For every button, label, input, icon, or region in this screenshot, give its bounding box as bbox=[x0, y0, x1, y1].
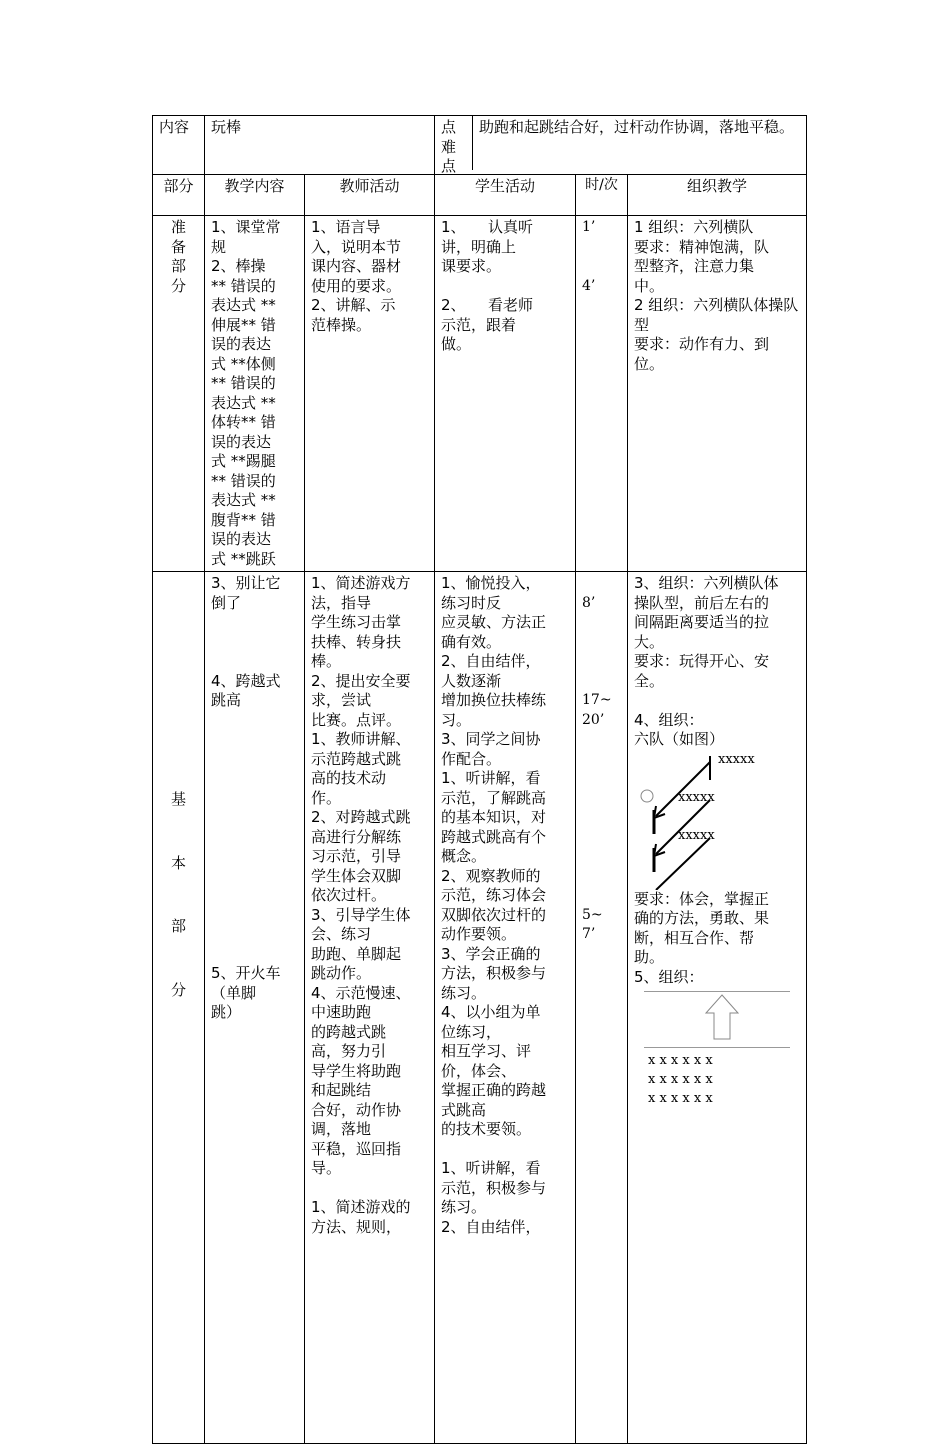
prep-student-line bbox=[441, 277, 569, 297]
basic-student-line: 作配合。 bbox=[441, 749, 502, 768]
prep-content-line: 表达式 ** bbox=[211, 393, 276, 412]
basic-time-line: 20’ bbox=[582, 711, 605, 728]
key-points-label bbox=[435, 116, 473, 175]
basic-teacher-line: 跳动作。 bbox=[311, 964, 372, 982]
basic-teacher-line: 的跨越式跳 bbox=[311, 1022, 387, 1041]
basic-org-line: 助。 bbox=[634, 948, 665, 966]
basic-content-line: 跳） bbox=[211, 1003, 242, 1021]
basic-student-line bbox=[441, 1140, 569, 1160]
basic-teacher-line: 方法、规则， bbox=[311, 1217, 402, 1236]
basic-org-line: 要求：体会，掌握正 bbox=[634, 889, 770, 908]
basic-content-line: 跳高 bbox=[211, 691, 242, 709]
col-content: 教学内容 bbox=[205, 175, 305, 216]
basic-content-line bbox=[211, 789, 298, 809]
basic-student-line: 2、观察教师的 bbox=[441, 866, 541, 885]
basic-content-line: 倒了 bbox=[211, 593, 242, 612]
formation-diagram bbox=[634, 750, 800, 890]
basic-student-line: 习。 bbox=[441, 710, 472, 729]
basic-org-line: 大。 bbox=[634, 632, 665, 651]
basic-teacher-line: 助跑、单脚起 bbox=[311, 944, 402, 963]
basic-time bbox=[576, 572, 628, 1444]
prep-teacher-line: 范棒操。 bbox=[311, 315, 372, 334]
basic-teacher-line: 高，努力引 bbox=[311, 1042, 387, 1060]
basic-content-line bbox=[211, 828, 298, 848]
basic-section-char: 基 bbox=[170, 790, 186, 808]
key-points-label-char: 点 bbox=[441, 157, 457, 175]
basic-teacher-line: 平稳，巡回指 bbox=[311, 1139, 402, 1158]
basic-teacher-line: 4、示范慢速、 bbox=[311, 983, 411, 1002]
basic-teacher-line: 作。 bbox=[311, 788, 342, 807]
basic-time-line bbox=[582, 730, 621, 750]
prep-content-line: 规 bbox=[211, 237, 227, 256]
basic-section-char: 本 bbox=[170, 853, 186, 872]
basic-content-line bbox=[211, 730, 298, 750]
basic-teacher-line bbox=[311, 1179, 428, 1199]
basic-student-line: 跨越式跳高有个 bbox=[441, 827, 547, 846]
prep-student-line: 示范，跟着 bbox=[441, 315, 517, 334]
basic-teacher-line: 2、对跨越式跳 bbox=[311, 808, 411, 826]
formation-arrows bbox=[634, 750, 804, 890]
basic-student-line: 人数逐渐 bbox=[441, 671, 502, 690]
column-header-row bbox=[153, 175, 807, 216]
prep-time bbox=[576, 216, 628, 572]
prep-content-line: 表达式 ** bbox=[211, 491, 276, 509]
train-line-bottom bbox=[644, 1047, 790, 1048]
prep-section-row bbox=[153, 216, 807, 572]
basic-content bbox=[205, 572, 305, 1444]
basic-organization bbox=[628, 572, 807, 1444]
prep-time-line: 4’ bbox=[582, 277, 596, 294]
basic-student-line: 示范，积极参与 bbox=[441, 1178, 547, 1197]
basic-content-line bbox=[211, 808, 298, 828]
basic-content-line: 5、开火车 bbox=[211, 964, 281, 982]
basic-student-line: 式跳高 bbox=[441, 1100, 487, 1119]
prep-content-line: 式 **踢腿 bbox=[211, 452, 276, 470]
lesson-plan-table bbox=[152, 115, 807, 1444]
basic-student-line: 练习。 bbox=[441, 1198, 487, 1216]
basic-content-line: （单脚 bbox=[211, 983, 257, 1002]
basic-teacher-line: 高进行分解练 bbox=[311, 827, 402, 846]
basic-time-line bbox=[582, 613, 621, 633]
basic-teacher-line: 和起跳结 bbox=[311, 1081, 372, 1099]
train-row: x x x x x x bbox=[648, 1091, 713, 1106]
basic-student-line: 位练习， bbox=[441, 1022, 502, 1041]
basic-time-line bbox=[582, 574, 621, 594]
train-rows bbox=[648, 1051, 713, 1108]
prep-student bbox=[435, 216, 576, 572]
basic-content-line bbox=[211, 886, 298, 906]
basic-content-line bbox=[211, 652, 298, 672]
basic-teacher-line: 会、练习 bbox=[311, 925, 372, 943]
prep-section-char: 分 bbox=[170, 276, 186, 295]
basic-teacher-line: 调，落地 bbox=[311, 1120, 372, 1138]
train-row: x x x x x x bbox=[648, 1053, 713, 1068]
basic-content-line bbox=[211, 633, 298, 653]
basic-teacher-line: 1、简述游戏方 bbox=[311, 574, 411, 592]
basic-content-line bbox=[211, 906, 298, 926]
prep-student-line: 做。 bbox=[441, 335, 472, 353]
prep-section-char: 备 bbox=[170, 237, 186, 256]
basic-time-line bbox=[582, 652, 621, 672]
prep-student-line: 1、 认真听 bbox=[441, 218, 534, 236]
prep-content-line: 误的表达 bbox=[211, 335, 272, 353]
prep-content-line: 体转** 错 bbox=[211, 413, 276, 431]
basic-content-line bbox=[211, 711, 298, 731]
basic-student-line: 双脚依次过杆的 bbox=[441, 905, 547, 924]
prep-teacher-line: 入，说明本节 bbox=[311, 237, 402, 256]
basic-student-line: 确有效。 bbox=[441, 632, 502, 651]
prep-teacher-line: 2、讲解、示 bbox=[311, 296, 396, 314]
formation-row-3: xxxxx bbox=[678, 827, 715, 843]
basic-content-line bbox=[211, 613, 298, 633]
basic-teacher bbox=[305, 572, 435, 1444]
basic-teacher-line: 1、教师讲解、 bbox=[311, 730, 411, 748]
train-diagram bbox=[634, 987, 800, 1107]
prep-content-line: ** 错误的 bbox=[211, 471, 276, 490]
basic-org-line: 要求：玩得开心、安 bbox=[634, 652, 770, 670]
basic-student-line: 价，体会、 bbox=[441, 1061, 517, 1080]
header-row bbox=[153, 116, 807, 175]
prep-section-char: 准 bbox=[170, 218, 186, 236]
prep-org-line: 要求：精神饱满，队 bbox=[634, 237, 770, 256]
basic-teacher-line: 学生体会双脚 bbox=[311, 866, 402, 885]
basic-student-line: 练习时反 bbox=[441, 593, 502, 612]
basic-content-line: 4、跨越式 bbox=[211, 671, 281, 690]
basic-teacher-line: 习示范，引导 bbox=[311, 847, 402, 865]
basic-student-line: 2、自由结伴， bbox=[441, 652, 541, 670]
basic-org-line: 操队型，前后左右的 bbox=[634, 593, 770, 612]
basic-time-line bbox=[582, 808, 621, 828]
key-points-value: 助跑和起跳结合好，过杆动作协调，落地平稳。 bbox=[479, 118, 795, 136]
basic-teacher-line: 学生练习击掌 bbox=[311, 613, 402, 631]
col-time: 时/次 bbox=[576, 175, 628, 216]
basic-content-line: 3、别让它 bbox=[211, 574, 281, 592]
prep-time-line bbox=[582, 238, 621, 258]
basic-org-line: 3、组织：六列横队体 bbox=[634, 574, 779, 592]
basic-content-line bbox=[211, 925, 298, 945]
prep-content-line: ** 错误的 bbox=[211, 374, 276, 392]
basic-student-line: 1、愉悦投入， bbox=[441, 574, 541, 592]
basic-teacher-line: 示范跨越式跳 bbox=[311, 749, 402, 768]
prep-content-line: 1、课堂常 bbox=[211, 218, 281, 236]
basic-content-line bbox=[211, 750, 298, 770]
basic-org-line: 六队（如图） bbox=[634, 730, 725, 748]
basic-student-line: 1、听讲解，看 bbox=[441, 769, 541, 787]
prep-org-line: 位。 bbox=[634, 354, 665, 373]
basic-teacher-line: 3、引导学生体 bbox=[311, 905, 411, 924]
key-points-label-char: 难 bbox=[441, 137, 457, 156]
basic-content-line bbox=[211, 945, 298, 965]
basic-content-line bbox=[211, 847, 298, 867]
basic-org-line: 间隔距离要适当的拉 bbox=[634, 613, 770, 631]
basic-student-line: 方法，积极参与 bbox=[441, 964, 547, 982]
formation-row-1: xxxxx bbox=[718, 751, 755, 767]
basic-time-line bbox=[582, 828, 621, 848]
basic-time-line: 17~ bbox=[582, 692, 612, 708]
col-teacher: 教师活动 bbox=[305, 175, 435, 216]
basic-time-line bbox=[582, 789, 621, 809]
col-student: 学生活动 bbox=[435, 175, 576, 216]
basic-time-line bbox=[582, 672, 621, 692]
basic-org-line: 全。 bbox=[634, 671, 665, 690]
basic-section-char: 分 bbox=[170, 980, 186, 999]
prep-teacher-line: 1、语言导 bbox=[311, 218, 381, 236]
prep-section-char: 部 bbox=[170, 257, 186, 275]
formation-row-2: xxxxx bbox=[678, 789, 715, 805]
basic-teacher-line: 导。 bbox=[311, 1159, 342, 1177]
content-value: 玩棒 bbox=[205, 116, 435, 175]
basic-student-line: 增加换位扶棒练 bbox=[441, 691, 547, 709]
basic-teacher-line: 扶棒、转身扶 bbox=[311, 632, 402, 651]
basic-time-line: 5~ bbox=[582, 906, 603, 923]
basic-teacher-line: 依次过杆。 bbox=[311, 886, 387, 904]
prep-student-line: 讲，明确上 bbox=[441, 237, 517, 256]
basic-time-line bbox=[582, 847, 621, 867]
basic-org-line bbox=[634, 691, 800, 711]
prep-student-line: 课要求。 bbox=[441, 257, 502, 275]
up-arrow-icon bbox=[702, 993, 742, 1041]
prep-org-line: 型 bbox=[634, 315, 650, 334]
train-row: x x x x x x bbox=[648, 1072, 713, 1087]
basic-teacher-line: 1、简述游戏的 bbox=[311, 1198, 411, 1216]
basic-teacher-line: 导学生将助跑 bbox=[311, 1061, 402, 1080]
basic-student-line: 掌握正确的跨越 bbox=[441, 1081, 547, 1099]
prep-content-line: 腹背** 错 bbox=[211, 510, 276, 529]
basic-time-line bbox=[582, 867, 621, 887]
col-section: 部分 bbox=[153, 175, 205, 216]
basic-time-line: 7’ bbox=[582, 926, 596, 942]
prep-content-line: 伸展** 错 bbox=[211, 315, 276, 334]
basic-student-line: 动作要领。 bbox=[441, 925, 517, 943]
basic-teacher-line: 高的技术动 bbox=[311, 769, 387, 787]
basic-student-line: 2、自由结伴， bbox=[441, 1217, 541, 1236]
basic-student-line: 4、以小组为单 bbox=[441, 1003, 541, 1021]
key-points-cell bbox=[435, 116, 807, 175]
teacher-face-icon bbox=[641, 790, 653, 802]
basic-student-line: 练习。 bbox=[441, 983, 487, 1002]
basic-student bbox=[435, 572, 576, 1444]
basic-content-line bbox=[211, 769, 298, 789]
prep-content-line: 式 **跳跃 bbox=[211, 549, 276, 568]
basic-student-line: 概念。 bbox=[441, 847, 487, 865]
basic-teacher-line: 比赛。点评。 bbox=[311, 710, 402, 729]
basic-student-line: 的基本知识，对 bbox=[441, 808, 547, 826]
basic-teacher-line: 中速助跑 bbox=[311, 1003, 372, 1021]
prep-student-line: 2、 看老师 bbox=[441, 296, 534, 314]
col-organization: 组织教学 bbox=[628, 175, 807, 216]
prep-organization bbox=[628, 216, 807, 572]
basic-student-line: 的技术要领。 bbox=[441, 1120, 532, 1138]
train-line-top bbox=[644, 991, 790, 992]
basic-section-char: 部 bbox=[170, 917, 186, 935]
basic-org-line: 5、组织： bbox=[634, 967, 704, 986]
prep-teacher-line: 课内容、器材 bbox=[311, 257, 402, 275]
prep-time-line bbox=[582, 257, 621, 277]
basic-teacher-line: 求，尝试 bbox=[311, 691, 372, 709]
basic-org-line: 确的方法，勇敢、果 bbox=[634, 909, 770, 927]
basic-student-line: 示范，了解跳高 bbox=[441, 788, 547, 807]
prep-teacher-line: 使用的要求。 bbox=[311, 276, 402, 295]
prep-content-line: 表达式 ** bbox=[211, 296, 276, 314]
prep-org-line: 1 组织：六列横队 bbox=[634, 218, 754, 236]
basic-org-line: 断，相互合作、帮 bbox=[634, 928, 755, 947]
prep-teacher bbox=[305, 216, 435, 572]
basic-time-line: 8’ bbox=[582, 594, 596, 611]
basic-student-line: 3、学会正确的 bbox=[441, 944, 541, 963]
prep-content-line: 式 **体侧 bbox=[211, 354, 276, 373]
prep-org-line: 中。 bbox=[634, 276, 665, 295]
basic-section-label bbox=[153, 572, 205, 1444]
prep-content-line: 误的表达 bbox=[211, 432, 272, 451]
prep-content-line: 误的表达 bbox=[211, 530, 272, 548]
basic-teacher-line: 法，指导 bbox=[311, 593, 372, 612]
basic-student-line: 应灵敏、方法正 bbox=[441, 613, 547, 631]
prep-content-line: ** 错误的 bbox=[211, 276, 276, 295]
basic-org-line: 4、组织： bbox=[634, 710, 704, 729]
basic-time-line bbox=[582, 633, 621, 653]
basic-content-line bbox=[211, 867, 298, 887]
basic-time-line bbox=[582, 886, 621, 906]
prep-org-line: 2 组织：六列横队体操队 bbox=[634, 296, 799, 314]
basic-time-line bbox=[582, 750, 621, 770]
prep-time-line: 1’ bbox=[582, 219, 596, 235]
key-points-label-char: 点 bbox=[441, 118, 457, 136]
basic-student-line: 1、听讲解，看 bbox=[441, 1159, 541, 1177]
prep-org-line: 要求：动作有力、到 bbox=[634, 335, 770, 353]
basic-section-row bbox=[153, 572, 807, 1444]
prep-org-line: 型整齐，注意力集 bbox=[634, 257, 755, 275]
prep-content bbox=[205, 216, 305, 572]
prep-content-line: 2、棒操 bbox=[211, 257, 266, 275]
basic-teacher-line: 棒。 bbox=[311, 652, 342, 670]
basic-time-line bbox=[582, 769, 621, 789]
basic-teacher-line: 2、提出安全要 bbox=[311, 671, 411, 690]
basic-student-line: 相互学习、评 bbox=[441, 1042, 532, 1060]
content-label: 内容 bbox=[153, 116, 205, 175]
basic-student-line: 示范，练习体会 bbox=[441, 886, 547, 904]
basic-teacher-line: 合好，动作协 bbox=[311, 1100, 402, 1119]
basic-student-line: 3、同学之间协 bbox=[441, 730, 541, 748]
prep-section-label bbox=[153, 216, 205, 572]
